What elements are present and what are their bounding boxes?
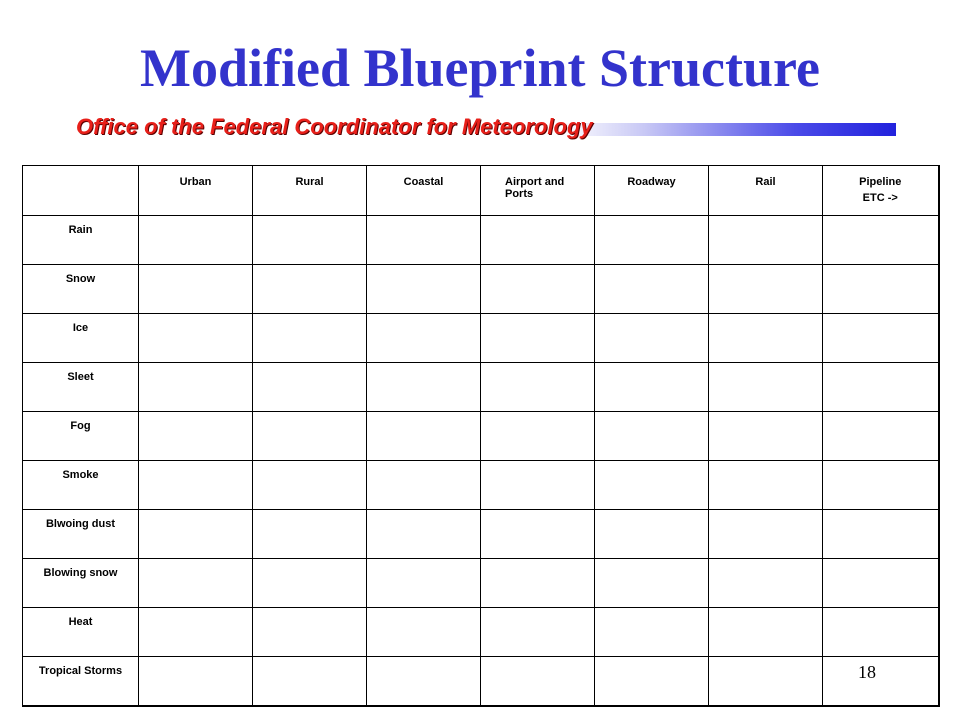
table-cell	[595, 510, 709, 559]
accent-gradient-bar	[560, 123, 896, 136]
table-cell	[709, 412, 823, 461]
table-cell	[709, 314, 823, 363]
table-row	[23, 363, 939, 412]
table-header-row	[23, 166, 939, 216]
table-cell	[481, 363, 595, 412]
table-cell	[823, 314, 939, 363]
table-cell	[139, 216, 253, 265]
table-cell	[595, 363, 709, 412]
table-cell	[253, 559, 367, 608]
table-cell	[139, 559, 253, 608]
column-header	[367, 166, 481, 216]
table-cell	[595, 559, 709, 608]
table-cell	[367, 559, 481, 608]
table-cell	[595, 461, 709, 510]
table-cell	[139, 412, 253, 461]
table-cell	[253, 657, 367, 707]
table-cell	[823, 608, 939, 657]
column-header-label: Urban	[179, 176, 212, 188]
table-cell	[823, 657, 939, 707]
table-row	[23, 510, 939, 559]
column-header	[709, 166, 823, 216]
row-label: Ice	[23, 314, 139, 363]
table-cell	[139, 461, 253, 510]
table-corner-cell	[23, 166, 139, 216]
table-cell	[481, 608, 595, 657]
table-cell	[367, 314, 481, 363]
table-cell	[709, 608, 823, 657]
column-header	[139, 166, 253, 216]
table-cell	[481, 412, 595, 461]
table-cell	[823, 216, 939, 265]
table-cell	[139, 363, 253, 412]
table-row	[23, 461, 939, 510]
table-cell	[481, 216, 595, 265]
table-cell	[709, 510, 823, 559]
table-cell	[823, 265, 939, 314]
row-label: Smoke	[23, 461, 139, 510]
table-cell	[367, 412, 481, 461]
row-label: Blwoing dust	[23, 510, 139, 559]
table-cell	[139, 265, 253, 314]
table-row	[23, 559, 939, 608]
table-cell	[823, 461, 939, 510]
slide-subtitle: Office of the Federal Coordinator for Meteorology	[76, 114, 593, 139]
table-cell	[253, 216, 367, 265]
row-label: Blowing snow	[23, 559, 139, 608]
table-cell	[139, 608, 253, 657]
row-label: Sleet	[23, 363, 139, 412]
table-cell	[709, 559, 823, 608]
table-cell	[253, 412, 367, 461]
table-cell	[367, 216, 481, 265]
table-cell	[823, 412, 939, 461]
table-cell	[595, 608, 709, 657]
column-header-label: Rail	[755, 176, 776, 188]
table-cell	[709, 461, 823, 510]
table-cell	[481, 461, 595, 510]
table-cell	[709, 657, 823, 707]
table-cell	[481, 510, 595, 559]
table-cell	[481, 559, 595, 608]
table-cell	[253, 608, 367, 657]
table-cell	[367, 510, 481, 559]
table-cell	[253, 314, 367, 363]
table-cell	[139, 510, 253, 559]
column-header-label: Roadway	[627, 176, 676, 188]
row-label: Tropical Storms	[23, 657, 139, 707]
table-cell	[253, 363, 367, 412]
table-cell	[367, 608, 481, 657]
table-cell	[367, 363, 481, 412]
column-header	[823, 166, 939, 216]
slide-title: Modified Blueprint Structure	[140, 38, 820, 98]
slide-number: 18	[858, 662, 876, 682]
row-label: Heat	[23, 608, 139, 657]
table-row	[23, 412, 939, 461]
table-cell	[139, 314, 253, 363]
table-cell	[595, 657, 709, 707]
column-header	[595, 166, 709, 216]
table-cell	[481, 265, 595, 314]
row-label: Rain	[23, 216, 139, 265]
table-cell	[595, 314, 709, 363]
row-label: Snow	[23, 265, 139, 314]
table-row	[23, 265, 939, 314]
column-header-label: Airport and Ports	[505, 176, 565, 200]
table-cell	[253, 510, 367, 559]
table-cell	[595, 412, 709, 461]
column-header	[481, 166, 595, 216]
column-header-label: Rural	[295, 176, 324, 188]
table-cell	[823, 363, 939, 412]
table-cell	[481, 314, 595, 363]
blueprint-table	[22, 165, 940, 707]
table-row	[23, 608, 939, 657]
table-cell	[367, 265, 481, 314]
table-cell	[481, 657, 595, 707]
table-cell	[139, 657, 253, 707]
table-cell	[823, 510, 939, 559]
table-cell	[253, 461, 367, 510]
table-cell	[709, 265, 823, 314]
table-cell	[709, 363, 823, 412]
column-header	[253, 166, 367, 216]
table-cell	[595, 216, 709, 265]
row-label: Fog	[23, 412, 139, 461]
table-cell	[367, 461, 481, 510]
column-header-label: Coastal	[403, 176, 444, 188]
table-row	[23, 216, 939, 265]
table-cell	[595, 265, 709, 314]
table-cell	[253, 265, 367, 314]
table-cell	[709, 216, 823, 265]
column-header-label: Pipeline	[859, 176, 902, 188]
table-cell	[367, 657, 481, 707]
column-header-label-line2: ETC ->	[862, 192, 898, 204]
table-row	[23, 314, 939, 363]
table-row	[23, 657, 939, 707]
table-cell	[823, 559, 939, 608]
